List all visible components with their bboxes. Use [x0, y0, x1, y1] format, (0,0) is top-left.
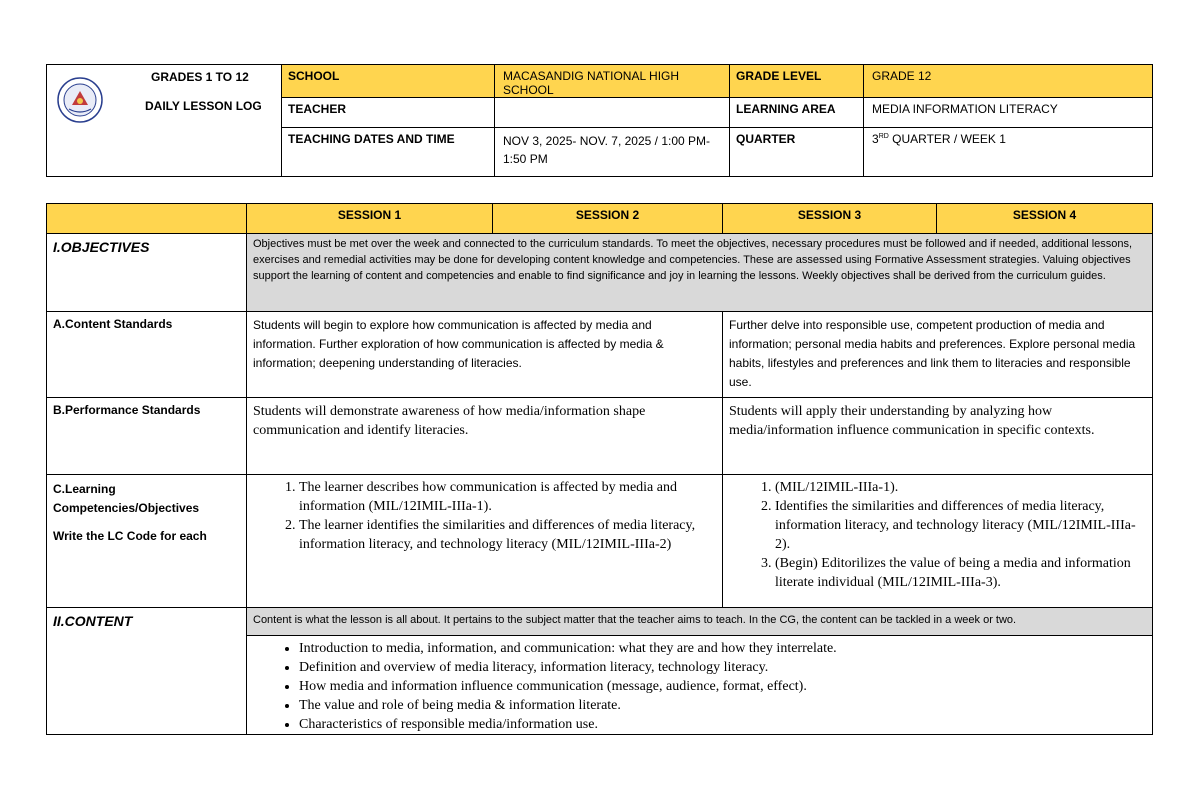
grade-level-label: GRADE LEVEL: [730, 65, 864, 98]
performance-standards-right: Students will apply their understanding by analyzing how media/information influence communication in specific contexts.: [723, 398, 1153, 475]
performance-standards-left: Students will demonstrate awareness of how media/information shape communication and identify literacies.: [247, 398, 723, 475]
title-line1: GRADES 1 TO 12: [151, 70, 249, 84]
dates-value: NOV 3, 2025- NOV. 7, 2025 / 1:00 PM- 1:50 PM: [495, 128, 730, 177]
competency-item: 3. (Begin) Editorilizes the value of being a media and information literate individual (MIL/12IMIL-IIIa-3).: [775, 554, 1146, 592]
competencies-label-line1: C.Learning: [53, 482, 116, 496]
content-bullets-cell: [247, 636, 1153, 735]
lesson-table: [46, 203, 1153, 735]
competency-item: 2. The learner identifies the similarities and differences of media literacy, information literacy, and technology literacy (MIL/12IMIL-IIIa-2): [299, 516, 716, 554]
header-title-cell: [47, 65, 282, 177]
learning-area-value: MEDIA INFORMATION LITERACY: [864, 98, 1153, 128]
session-1-header: SESSION 1: [247, 204, 493, 234]
session-4-header: SESSION 4: [937, 204, 1153, 234]
content-standards-label: A.Content Standards: [47, 312, 247, 398]
competencies-left: [247, 475, 723, 608]
competency-item: 1. The learner describes how communication is affected by media and information (MIL/12IMIL-IIIa-1).: [299, 478, 716, 516]
competencies-label-line3: Write the LC Code for each: [53, 529, 207, 543]
teacher-value: [495, 98, 730, 128]
content-label: II.CONTENT: [47, 608, 247, 735]
content-bullet-list: [247, 639, 1146, 734]
content-standards-right: Further delve into responsible use, competent production of media and information; personal media habits and preferences. Explore personal media habits, lifestyles and preferences and link them to literacies and responsible use.: [723, 312, 1153, 398]
grade-level-value: GRADE 12: [864, 65, 1153, 98]
teacher-label: TEACHER: [282, 98, 495, 128]
content-bullet: • The value and role of being media & information literate.: [299, 696, 1146, 715]
content-bullet: • Definition and overview of media literacy, information literacy, technology literacy.: [299, 658, 1146, 677]
competencies-right: [723, 475, 1153, 608]
quarter-label: QUARTER: [730, 128, 864, 177]
session-3-header: SESSION 3: [723, 204, 937, 234]
competencies-label: [47, 475, 247, 608]
school-label: SCHOOL: [282, 65, 495, 98]
performance-standards-label: B.Performance Standards: [47, 398, 247, 475]
header-table: [46, 64, 1153, 177]
content-standards-left: Students will begin to explore how communication is affected by media and information. Further exploration of how communication is affected by media & information; deepening understanding of literacies.: [247, 312, 723, 398]
session-corner-cell: [47, 204, 247, 234]
school-value: MACASANDIG NATIONAL HIGH SCHOOL: [495, 65, 730, 98]
quarter-sup: RD: [878, 133, 889, 140]
objectives-text: Objectives must be met over the week and connected to the curriculum standards. To meet the objectives, necessary procedures must be followed and if needed, additional lessons, exercises and remedial activities may be done for developing content knowledge and competencies. These are assessed using Formative Assessment strategies. Valuing objectives support the learning of content and competencies and enable to find significance and joy in learning the lessons. Weekly objectives shall be derived from the curriculum guides.: [247, 234, 1153, 312]
competencies-label-line2: Competencies/Objectives: [53, 501, 200, 515]
dates-label: TEACHING DATES AND TIME: [282, 128, 495, 177]
competency-item: 2. Identifies the similarities and differences of media literacy, information literacy, and technology literacy (MIL/12IMIL-IIIa-2).: [775, 497, 1146, 554]
learning-area-label: LEARNING AREA: [730, 98, 864, 128]
objectives-label: I.OBJECTIVES: [47, 234, 247, 312]
content-bullet: • Introduction to media, information, and communication: what they are and how they interrelate.: [299, 639, 1146, 658]
content-note: Content is what the lesson is all about. It pertains to the subject matter that the teacher aims to teach. In the CG, the content can be tackled in a week or two.: [247, 608, 1153, 636]
session-2-header: SESSION 2: [493, 204, 723, 234]
quarter-value: [864, 128, 1153, 177]
content-bullet: • How media and information influence communication (message, audience, format, effect).: [299, 677, 1146, 696]
competencies-left-list: [247, 478, 716, 554]
content-bullet: • Characteristics of responsible media/information use.: [299, 715, 1146, 734]
quarter-rest: QUARTER / WEEK 1: [888, 132, 1006, 146]
competencies-right-list: [723, 478, 1146, 592]
deped-seal-icon: [57, 77, 103, 126]
competency-item: 1. (MIL/12IMIL-IIIa-1).: [775, 478, 1146, 497]
title-line2: DAILY LESSON LOG: [145, 99, 262, 113]
quarter-num: 3: [872, 132, 879, 146]
